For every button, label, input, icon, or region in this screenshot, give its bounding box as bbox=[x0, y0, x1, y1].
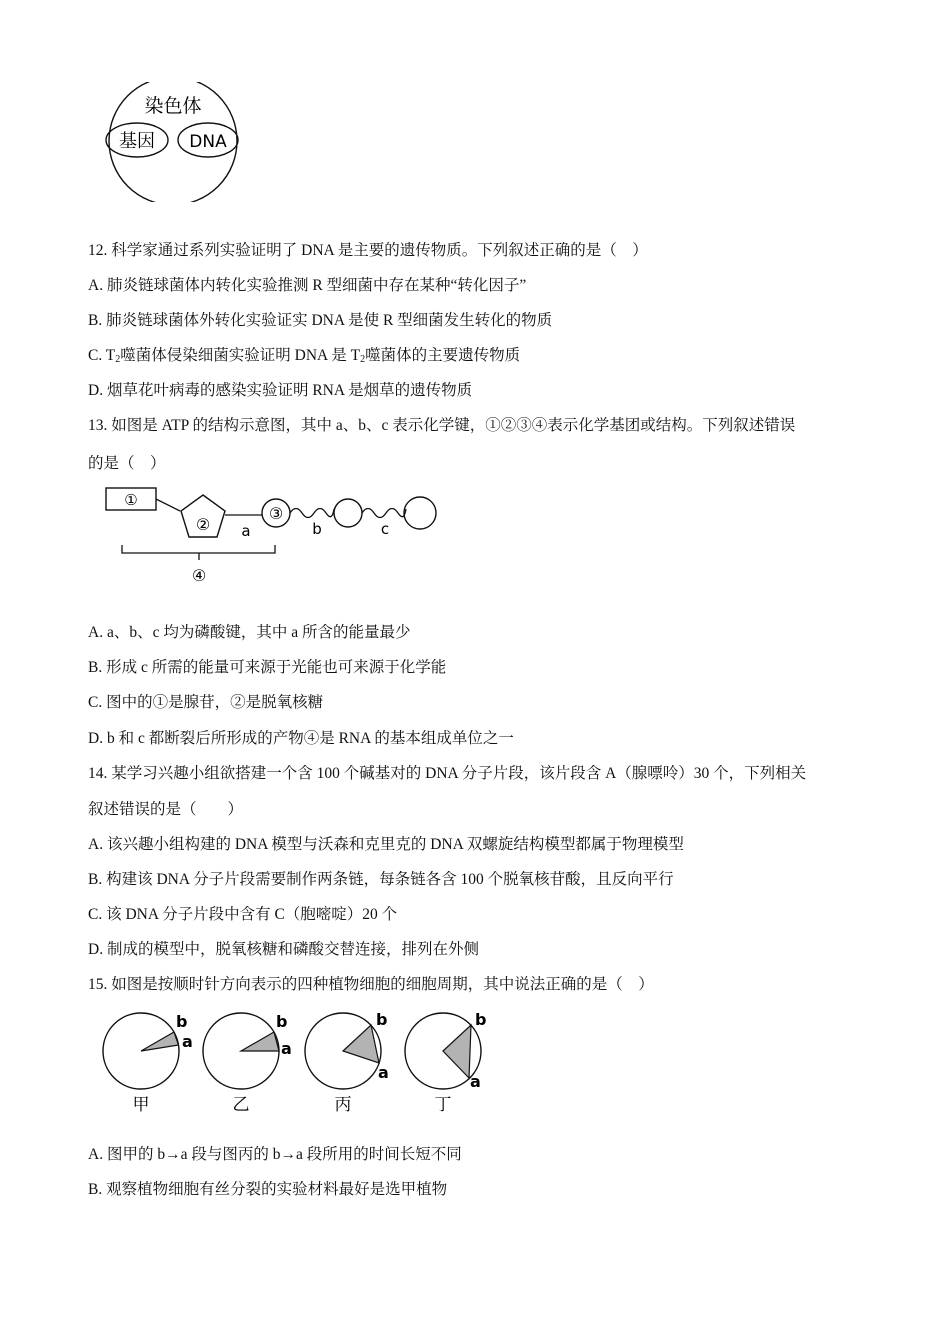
amp-bracket bbox=[122, 545, 275, 560]
yi-name: 乙 bbox=[232, 1095, 250, 1115]
q13-option-b: B. 形成 c 所需的能量可来源于光能也可来源于化学能 bbox=[88, 659, 447, 676]
yi-label-b: b bbox=[276, 1012, 288, 1031]
ding-label-b: b bbox=[475, 1010, 487, 1029]
q13-stem-line2: 的是（ ） bbox=[88, 455, 166, 472]
cell-cycle-ding bbox=[405, 1010, 486, 1115]
division-sector-yi bbox=[241, 1032, 279, 1051]
division-sector-jia bbox=[141, 1032, 179, 1051]
jia-label-b: b bbox=[176, 1012, 188, 1031]
bond-a-label: a bbox=[241, 522, 251, 540]
chromosome-label: 染色体 bbox=[144, 95, 202, 117]
q14-option-d: D. 制成的模型中，脱氧核糖和磷酸交替连接，排列在外侧 bbox=[88, 941, 479, 958]
q12-option-c: C. $T_2$噬菌体侵染细菌实验证明 DNA 是 $T_2$噬菌体的主要遗传物质 bbox=[88, 347, 521, 365]
label-1: ① bbox=[124, 491, 138, 509]
ding-name: 丁 bbox=[434, 1095, 452, 1115]
q14-stem-line2: 叙述错误的是（ ） bbox=[88, 801, 244, 818]
division-sector-ding bbox=[443, 1025, 471, 1078]
high-energy-bond-b bbox=[290, 509, 334, 518]
jia-name: 甲 bbox=[132, 1095, 150, 1115]
bing-label-a: a bbox=[378, 1063, 389, 1082]
q12-stem: 12. 科学家通过系列实验证明了 DNA 是主要的遗传物质。下列叙述正确的是（ ） bbox=[88, 242, 648, 259]
jia-label-a: a bbox=[182, 1032, 193, 1051]
q13-option-d: D. b 和 c 都断裂后所形成的产物④是 RNA 的基本组成单位之一 bbox=[88, 730, 514, 747]
label-2: ② bbox=[195, 515, 211, 534]
q15-stem: 15. 如图是按顺时针方向表示的四种植物细胞的细胞周期，其中说法正确的是（ ） bbox=[88, 976, 654, 993]
phosphate-circle-3 bbox=[404, 497, 436, 529]
phosphate-circle-2 bbox=[334, 499, 362, 527]
chromosome-gene-dna-diagram bbox=[100, 82, 250, 202]
q14-option-a: A. 该兴趣小组构建的 DNA 模型与沃森和克里克的 DNA 双螺旋结构模型都属于物理模型 bbox=[88, 836, 684, 853]
bond-c-label: c bbox=[380, 520, 390, 538]
gene-label: 基因 bbox=[119, 131, 155, 152]
cell-cycle-yi bbox=[203, 1012, 292, 1115]
cell-cycle-jia bbox=[103, 1012, 193, 1115]
bing-label-b: b bbox=[376, 1010, 388, 1029]
q12-option-a: A. 肺炎链球菌体内转化实验推测 R 型细菌中存在某种“转化因子” bbox=[88, 277, 527, 294]
q14-option-c: C. 该 DNA 分子片段中含有 C（胞嘧啶）20 个 bbox=[88, 906, 398, 923]
bond-b-label: b bbox=[312, 520, 322, 538]
label-3: ③ bbox=[268, 504, 284, 523]
dna-label: DNA bbox=[189, 132, 227, 152]
cell-cycle-bing bbox=[305, 1010, 389, 1115]
q13-option-a: A. a、b、c 均为磷酸键，其中 a 所含的能量最少 bbox=[88, 624, 411, 641]
q13-stem-line1: 13. 如图是 ATP 的结构示意图，其中 a、b、c 表示化学键，①②③④表示化学基团或结构。下列叙述错误 bbox=[88, 417, 796, 434]
cell-cycle-diagrams bbox=[98, 1008, 498, 1118]
bing-name: 丙 bbox=[334, 1095, 352, 1115]
label-4: ④ bbox=[191, 566, 207, 585]
ding-label-a: a bbox=[470, 1072, 481, 1091]
atp-structure-diagram bbox=[100, 482, 445, 590]
q12-option-d: D. 烟草花叶病毒的感染实验证明 RNA 是烟草的遗传物质 bbox=[88, 382, 473, 399]
q15-option-a: A. 图甲的 b→a 段与图丙的 b→a 段所用的时间长短不同 bbox=[88, 1146, 462, 1163]
q14-stem-line1: 14. 某学习兴趣小组欲搭建一个含 100 个碱基对的 DNA 分子片段，该片段含 A（腺嘌呤）30 个，下列相关 bbox=[88, 765, 807, 782]
high-energy-bond-c bbox=[362, 509, 406, 518]
q14-option-b: B. 构建该 DNA 分子片段需要制作两条链，每条链各含 100 个脱氧核苷酸，且反向平行 bbox=[88, 871, 674, 888]
q12-option-b: B. 肺炎链球菌体外转化实验证实 DNA 是使 R 型细菌发生转化的物质 bbox=[88, 312, 553, 329]
q13-option-c: C. 图中的①是腺苷，②是脱氧核糖 bbox=[88, 694, 324, 711]
yi-label-a: a bbox=[281, 1039, 292, 1058]
q15-option-b: B. 观察植物细胞有丝分裂的实验材料最好是选甲植物 bbox=[88, 1181, 448, 1198]
division-sector-bing bbox=[343, 1025, 379, 1063]
